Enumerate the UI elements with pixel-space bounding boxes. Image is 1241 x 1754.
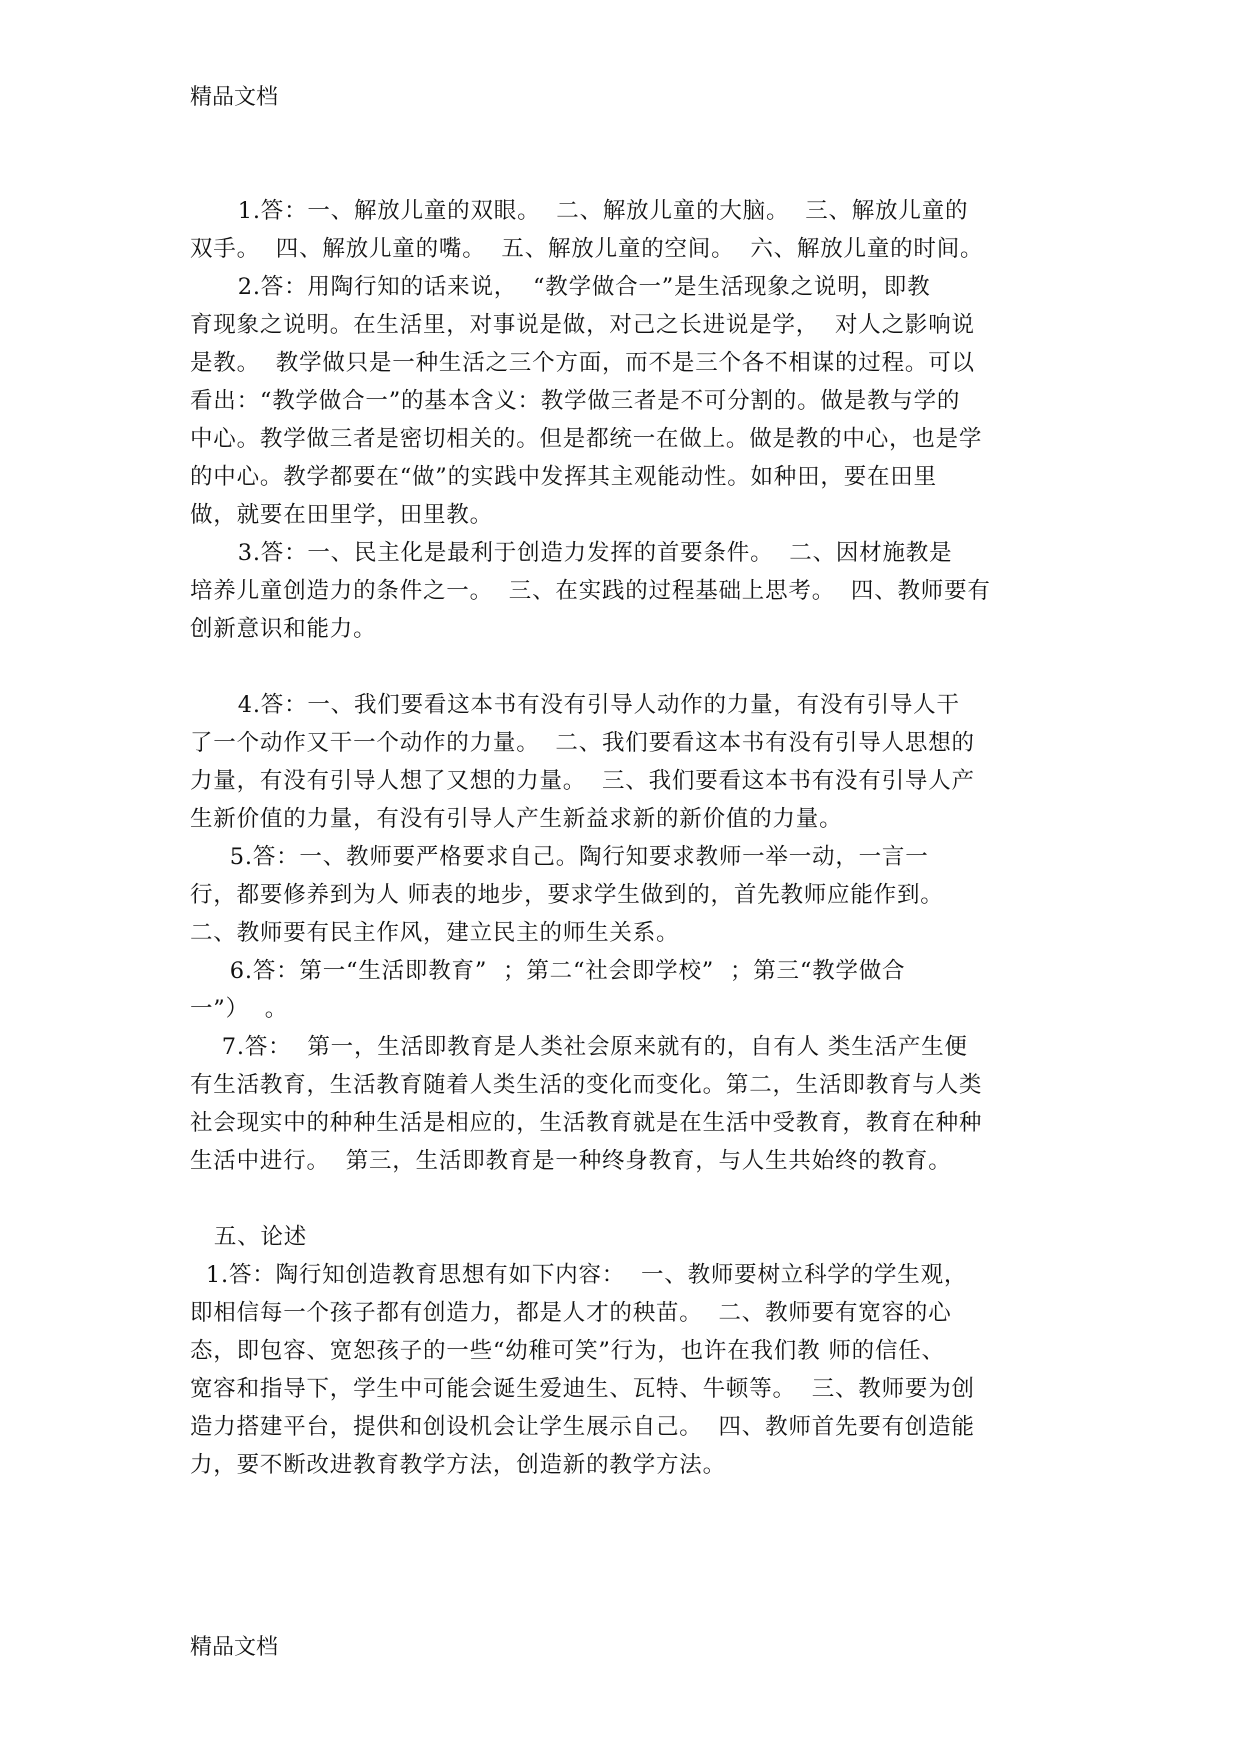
text-line: [190, 1180, 1055, 1218]
text-line: [190, 648, 1055, 686]
text-line: 造力搭建平台，提供和创设机会让学生展示自己。 四、教师首先要有创造能: [190, 1414, 975, 1440]
text-line: 二、教师要有民主作风，建立民主的师生关系。: [190, 920, 680, 946]
page-footer: 精品文档: [190, 1635, 279, 1660]
text-line: 力，要不断改进教育教学方法，创造新的教学方法。: [190, 1452, 726, 1478]
text-line: 即相信每一个孩子都有创造力，都是人才的秧苗。 二、教师要有宽容的心: [190, 1300, 952, 1326]
text-line: 2.答：用陶行知的话来说， “教学做合一”是生活现象之说明，即教: [190, 274, 931, 300]
text-line: 行，都要修养到为人 师表的地步，要求学生做到的，首先教师应能作到。: [190, 882, 944, 908]
text-line: 有生活教育，生活教育随着人类生活的变化而变化。第二，生活即教育与人类: [190, 1072, 983, 1098]
text-line: 的中心。教学都要在“做”的实践中发挥其主观能动性。如种田，要在田里: [190, 464, 937, 490]
text-line: 7.答： 第一，生活即教育是人类社会原来就有的，自有人 类生活产生便: [190, 1034, 968, 1060]
text-line: 双手。 四、解放儿童的嘴。 五、解放儿童的空间。 六、解放儿童的时间。: [190, 236, 984, 262]
text-line: 生活中进行。 第三，生活即教育是一种终身教育，与人生共始终的教育。: [190, 1148, 952, 1174]
text-line: 中心。教学做三者是密切相关的。但是都统一在做上。做是教的中心，也是学: [190, 426, 983, 452]
text-line: 生新价值的力量，有没有引导人产生新益求新的新价值的力量。: [190, 806, 843, 832]
text-line: 宽容和指导下，学生中可能会诞生爱迪生、瓦特、牛顿等。 三、教师要为创: [190, 1376, 975, 1402]
text-line: 一”） 。: [190, 996, 289, 1022]
text-line: 6.答：第一“生活即教育” ；第二“社会即学校” ；第三“教学做合: [190, 958, 906, 984]
document-body: [190, 192, 1055, 1484]
text-line: 1.答：一、解放儿童的双眼。 二、解放儿童的大脑。 三、解放儿童的: [190, 198, 969, 224]
text-line: 培养儿童创造力的条件之一。 三、在实践的过程基础上思考。 四、教师要有: [190, 578, 991, 604]
text-line: 看出：“教学做合一”的基本含义：教学做三者是不可分割的。做是教与学的: [190, 388, 961, 414]
text-line: 1.答：陶行知创造教育思想有如下内容： 一、教师要树立科学的学生观，: [190, 1262, 968, 1288]
text-line: 育现象之说明。在生活里，对事说是做，对己之长进说是学， 对人之影响说: [190, 312, 975, 338]
text-line: 创新意识和能力。: [190, 616, 377, 642]
text-line: 了一个动作又干一个动作的力量。 二、我们要看这本书有没有引导人思想的: [190, 730, 975, 756]
page-header: 精品文档: [190, 85, 279, 110]
text-line: 3.答：一、民主化是最利于创造力发挥的首要条件。 二、因材施教是: [190, 540, 953, 566]
text-line: 做，就要在田里学，田里教。: [190, 502, 493, 528]
text-line: 力量，有没有引导人想了又想的力量。 三、我们要看这本书有没有引导人产: [190, 768, 975, 794]
text-line: 社会现实中的种种生活是相应的，生活教育就是在生活中受教育，教育在种种: [190, 1110, 983, 1136]
text-line: 五、论述: [190, 1224, 308, 1250]
text-line: 5.答：一、教师要严格要求自己。陶行知要求教师一举一动，一言一: [190, 844, 929, 870]
text-line: 是教。 教学做只是一种生活之三个方面，而不是三个各不相谋的过程。可以: [190, 350, 975, 376]
text-line: 态，即包容、宽恕孩子的一些“幼稚可笑”行为，也许在我们教 师的信任、: [190, 1338, 945, 1364]
text-line: 4.答：一、我们要看这本书有没有引导人动作的力量，有没有引导人干: [190, 692, 960, 718]
